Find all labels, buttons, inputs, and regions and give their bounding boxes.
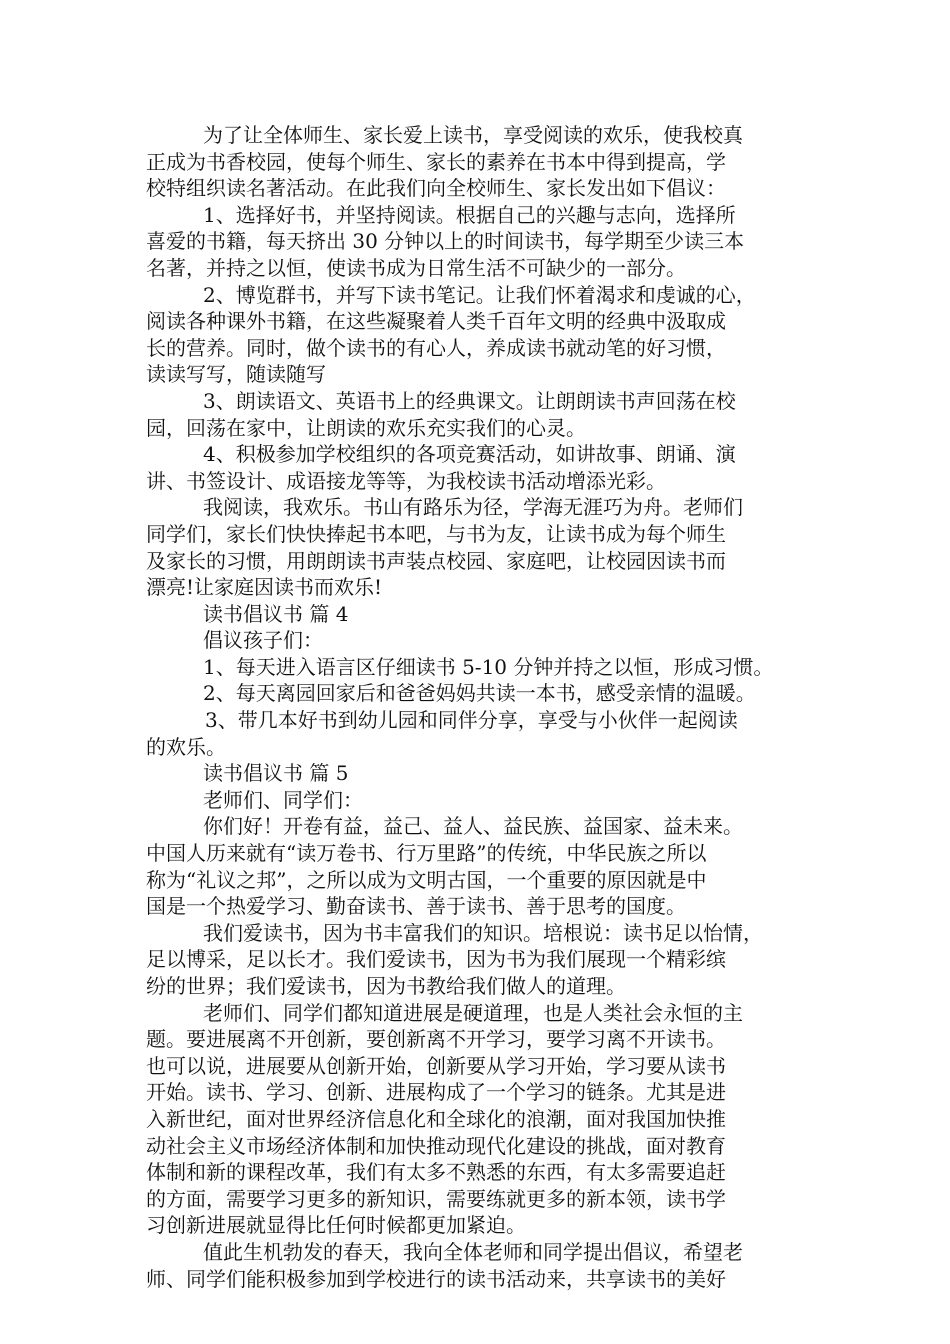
text-line: 1、每天进入语言区仔细读书 5-10 分钟并持之以恒，形成习惯。 — [203, 654, 774, 679]
text-line: 开始。读书、学习、创新、进展构成了一个学习的链条。尤其是进 — [146, 1080, 726, 1105]
text-line: 题。要进展离不开创新，要创新离不开学习，要学习离不开读书。 — [146, 1027, 726, 1052]
text-line: 正成为书香校园，使每个师生、家长的素养在书本中得到提高，学 — [146, 149, 726, 174]
text-line: 习创新进展就显得比任何时候都更加紧迫。 — [146, 1213, 526, 1238]
text-line: 称为“礼议之邦”，之所以成为文明古国，一个重要的原因就是中 — [146, 867, 707, 892]
text-line: 及家长的习惯，用朗朗读书声装点校园、家庭吧，让校园因读书而 — [146, 548, 726, 573]
text-line: 体制和新的课程改革，我们有太多不熟悉的东西，有太多需要追赶 — [146, 1160, 726, 1185]
text-line: 3、朗读语文、英语书上的经典课文。让朗朗读书声回荡在校 — [203, 388, 736, 413]
text-line: 2、每天离园回家后和爸爸妈妈共读一本书，感受亲情的温暖。 — [203, 681, 756, 706]
text-line: 老师们、同学们： — [203, 787, 363, 812]
text-line: 园，回荡在家中，让朗读的欢乐充实我们的心灵。 — [146, 415, 586, 440]
text-line: 1、选择好书，并坚持阅读。根据自己的兴趣与志向，选择所 — [203, 202, 736, 227]
section-heading: 读书倡议书 篇 4 — [203, 601, 349, 626]
text-line: 阅读各种课外书籍，在这些凝聚着人类千百年文明的经典中汲取成 — [146, 309, 726, 334]
text-line: 值此生机勃发的春天，我向全体老师和同学提出倡议，希望老 — [203, 1239, 743, 1264]
text-line: 足以博采，足以长才。我们爱读书，因为书为我们展现一个精彩缤 — [146, 947, 726, 972]
text-line: 也可以说，进展要从创新开始，创新要从学习开始，学习要从读书 — [146, 1053, 726, 1078]
text-line: 漂亮!让家庭因读书而欢乐! — [146, 575, 383, 600]
document-body — [146, 122, 826, 1292]
text-line: 师、同学们能积极参加到学校进行的读书活动来，共享读书的美好 — [146, 1266, 726, 1291]
text-line: 的方面，需要学习更多的新知识，需要练就更多的新本领，读书学 — [146, 1186, 726, 1211]
text-line: 同学们，家长们快快捧起书本吧，与书为友，让读书成为每个师生 — [146, 521, 726, 546]
text-line: 喜爱的书籍，每天挤出 30 分钟以上的时间读书，每学期至少读三本 — [146, 229, 745, 254]
text-line: 读读写写，随读随写 — [146, 362, 326, 387]
section-heading: 读书倡议书 篇 5 — [203, 761, 349, 786]
text-line: 名著，并持之以恒，使读书成为日常生活不可缺少的一部分。 — [146, 255, 686, 280]
text-line: 我们爱读书，因为书丰富我们的知识。培根说：读书足以怡情， — [203, 920, 763, 945]
text-line: 国是一个热爱学习、勤奋读书、善于读书、善于思考的国度。 — [146, 894, 686, 919]
text-line: 校特组织读名著活动。在此我们向全校师生、家长发出如下倡议： — [146, 176, 726, 201]
text-line: 2、博览群书，并写下读书笔记。让我们怀着渴求和虔诚的心， — [203, 282, 756, 307]
text-line: 入新世纪，面对世界经济信息化和全球化的浪潮，面对我国加快推 — [146, 1106, 726, 1131]
text-line: 讲、书签设计、成语接龙等等，为我校读书活动增添光彩。 — [146, 468, 666, 493]
text-line: 为了让全体师生、家长爱上读书，享受阅读的欢乐，使我校真 — [203, 123, 743, 147]
text-line: 4、积极参加学校组织的各项竞赛活动，如讲故事、朗诵、演 — [203, 442, 736, 467]
text-line: 长的营养。同时，做个读书的有心人，养成读书就动笔的好习惯， — [146, 335, 726, 360]
text-line: 动社会主义市场经济体制和加快推动现代化建设的挑战，面对教育 — [146, 1133, 726, 1158]
text-line: 的欢乐。 — [146, 734, 226, 759]
text-line: 3、带几本好书到幼儿园和同伴分享，享受与小伙伴一起阅读 — [205, 708, 738, 733]
text-line: 倡议孩子们： — [203, 628, 323, 653]
text-line: 我阅读，我欢乐。书山有路乐为径，学海无涯巧为舟。老师们 — [203, 495, 743, 520]
text-line: 你们好！开卷有益，益己、益人、益民族、益国家、益未来。 — [203, 814, 743, 839]
text-line: 纷的世界；我们爱读书，因为书教给我们做人的道理。 — [146, 974, 626, 998]
text-line: 老师们、同学们都知道进展是硬道理，也是人类社会永恒的主 — [203, 1000, 743, 1025]
text-line: 中国人历来就有“读万卷书、行万里路”的传统，中华民族之所以 — [146, 841, 707, 866]
